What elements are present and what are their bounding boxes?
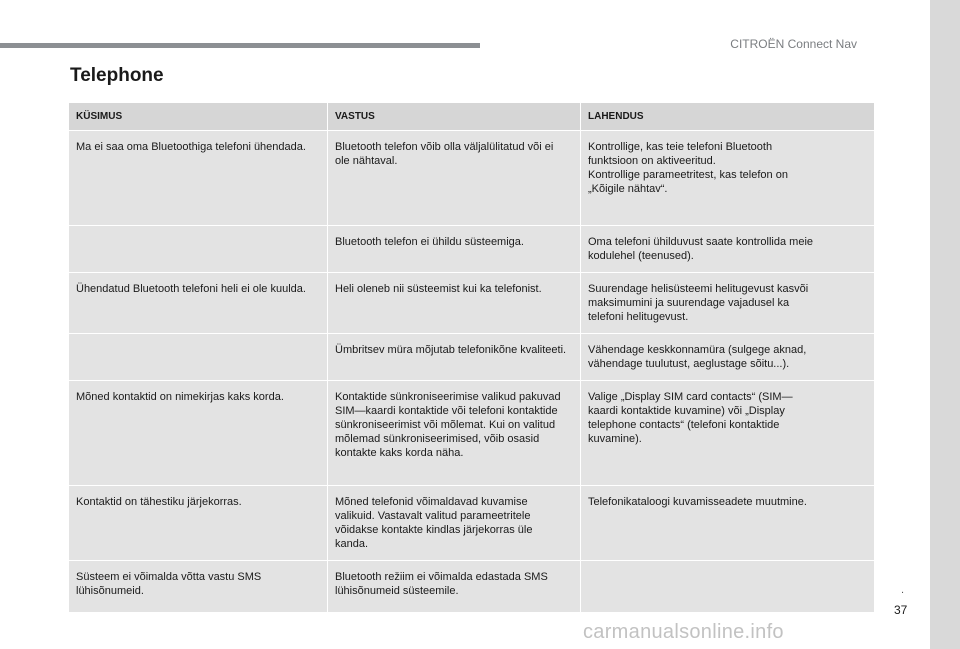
- question-line: Ühendatud Bluetooth telefoni heli ei ole kuulda.: [76, 283, 306, 295]
- solution-line: Vähendage keskkonnamüra (sulgege aknad,: [588, 344, 807, 356]
- solution-line: telephone contacts“ (telefoni kontaktide: [588, 419, 780, 431]
- table-row: [69, 561, 875, 613]
- cell-question: [69, 131, 328, 226]
- question-line: Ma ei saa oma Bluetoothiga telefoni ühendada.: [76, 141, 306, 153]
- cell-solution: [581, 334, 875, 381]
- header-rule: [0, 43, 480, 48]
- solution-line: vähendage tuulutust, aeglustage sõitu...).: [588, 358, 790, 370]
- solution-line: Telefonikataloogi kuvamisseadete muutmine.: [588, 496, 807, 508]
- answer-line: sünkroniseerimist või mõlemat. Kui on valitud: [335, 419, 556, 431]
- solution-line: kaardi kontaktide kuvamine) või „Display: [588, 405, 785, 417]
- table-row: [69, 381, 875, 486]
- cell-answer: [328, 131, 581, 226]
- solution-line: Kontrollige parameetritest, kas telefon on: [588, 169, 788, 181]
- cell-solution: [581, 226, 875, 273]
- solution-line: Suurendage helisüsteemi helitugevust kasvõi: [588, 283, 809, 295]
- cell-answer: [328, 334, 581, 381]
- answer-line: Bluetooth telefon võib olla väljalülitatud või ei: [335, 141, 554, 153]
- cell-solution: [581, 381, 875, 486]
- page-title: Telephone: [70, 65, 164, 86]
- question-line: Mõned kontaktid on nimekirjas kaks korda.: [76, 391, 284, 403]
- cell-solution: [581, 486, 875, 561]
- answer-line: võidakse kontakte kindlas järjekorras üle: [335, 524, 533, 536]
- table-row: [69, 273, 875, 334]
- table-row: [69, 131, 875, 226]
- page-dot: .: [901, 584, 905, 596]
- answer-line: kanda.: [335, 538, 369, 550]
- solution-line: Valige „Display SIM card contacts“ (SIM—: [588, 391, 793, 403]
- answer-line: Bluetooth telefon ei ühildu süsteemiga.: [335, 236, 524, 248]
- answer-line: lühisõnumeid süsteemile.: [335, 585, 459, 597]
- watermark: carmanualsonline.info: [583, 621, 784, 643]
- answer-line: kontakte kaks korda näha.: [335, 447, 464, 459]
- question-line: lühisõnumeid.: [76, 585, 144, 597]
- table-row: [69, 486, 875, 561]
- solution-line: kuvamine).: [588, 433, 642, 445]
- solution-line: maksimumini ja suurendage vajadusel ka: [588, 297, 790, 309]
- cell-answer: [328, 561, 581, 613]
- cell-solution: [581, 273, 875, 334]
- cell-answer: [328, 381, 581, 486]
- cell-question: [69, 561, 328, 613]
- cell-question: [69, 486, 328, 561]
- solution-line: kodulehel (teenused).: [588, 250, 694, 262]
- cell-question: [69, 226, 328, 273]
- question-line: Kontaktid on tähestiku järjekorras.: [76, 496, 242, 508]
- answer-line: ole nähtaval.: [335, 155, 398, 167]
- cell-question: [69, 273, 328, 334]
- header-answer: VASTUS: [328, 103, 581, 131]
- header-solution: LAHENDUS: [581, 103, 875, 131]
- cell-solution: [581, 131, 875, 226]
- solution-line: funktsioon on aktiveeritud.: [588, 155, 716, 167]
- page-edge-strip: [930, 0, 960, 649]
- header-question: KÜSIMUS: [69, 103, 328, 131]
- solution-line: telefoni helitugevust.: [588, 311, 689, 323]
- answer-line: valikuid. Vastavalt valitud parameetritele: [335, 510, 531, 522]
- answer-line: mõlemad sünkroniseerimised, võib osasid: [335, 433, 540, 445]
- answer-line: Mõned telefonid võimaldavad kuvamise: [335, 496, 528, 508]
- cell-answer: [328, 273, 581, 334]
- answer-line: SIM—kaardi kontaktide või telefoni kontaktide: [335, 405, 558, 417]
- brand-header: CITROËN Connect Nav: [730, 37, 857, 51]
- cell-solution: [581, 561, 875, 613]
- table-header-row: [69, 103, 875, 131]
- cell-answer: [328, 486, 581, 561]
- solution-line: Oma telefoni ühilduvust saate kontrollida meie: [588, 236, 814, 248]
- cell-answer: [328, 226, 581, 273]
- cell-question: [69, 334, 328, 381]
- answer-line: Ümbritsev müra mõjutab telefonikõne kvaliteeti.: [335, 344, 567, 356]
- page-number: 37: [894, 603, 908, 617]
- solution-line: „Kõigile nähtav“.: [588, 183, 668, 195]
- table-row: [69, 334, 875, 381]
- cell-question: [69, 381, 328, 486]
- table-row: [69, 226, 875, 273]
- question-line: Süsteem ei võimalda võtta vastu SMS: [76, 571, 262, 583]
- answer-line: Bluetooth režiim ei võimalda edastada SMS: [335, 571, 548, 583]
- answer-line: Heli oleneb nii süsteemist kui ka telefonist.: [335, 283, 542, 295]
- solution-line: Kontrollige, kas teie telefoni Bluetooth: [588, 141, 773, 153]
- answer-line: Kontaktide sünkroniseerimise valikud pakuvad: [335, 391, 561, 403]
- faq-table: [68, 102, 875, 613]
